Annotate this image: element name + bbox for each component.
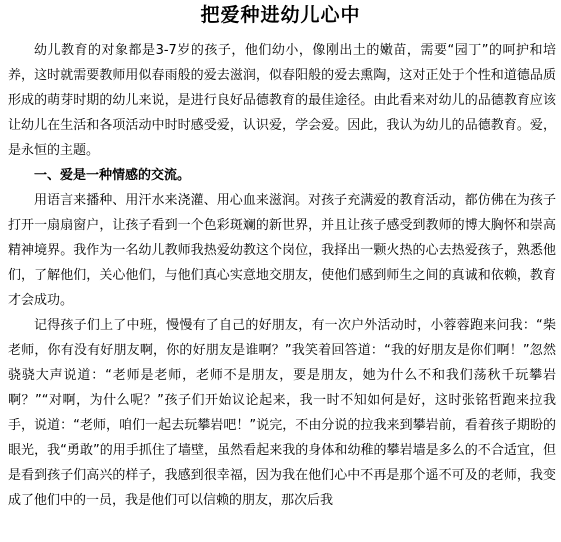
paragraph-love-communication: 用语言来播种、用汗水来浇灌、用心血来滋润。对孩子充满爱的教育活动，都仿佛在为孩子打开一扇扇窗户，让孩子看到一个色彩斑斓的新世界，并且让孩子感受到教师的博大胸怀和崇高精神境界。我作为一名幼儿教师我热爱幼教这个岗位，我择出一颗火热的心去热爱孩子，熟悉他们，了解他们，关心他们，与他们真心实意地交朋友，使他们感到师生之间的真诚和依赖，教育才会成功。 [8,193,556,308]
paragraph-intro: 幼儿教育的对象都是3-7岁的孩子，他们幼小，像刚出土的嫩苗，需要“园丁”的呵护和培养，这时就需要教师用似春雨般的爱去滋润，似春阳般的爱去熏陶，这对正处于个性和道德品质形成的萌芽时期的幼儿来说，是进行良好品德教育的最佳途径。由此看来对幼儿的品德教育应该让幼儿在生活和各项活动中时时感受爱，认识爱，学会爱。因此，我认为幼儿的品德教育。爱，是永恒的主题。 [8,43,556,158]
document-body [8,38,556,513]
document-title: 把爱种进幼儿心中 [200,4,361,26]
section-heading: 一、爱是一种情感的交流。 [34,168,191,183]
paragraph-anecdote: 记得孩子们上了中班，慢慢有了自己的好朋友，有一次户外活动时，小蓉蓉跑来问我：“柴老师，你有没有好朋友啊，你的好朋友是谁啊？”我笑着回答道：“我的好朋友是你们啊！”忽然骁骁大声说道：“老师是老师，老师不是朋友，要是朋友，她为什么不和我们荡秋千玩攀岩啊？”“对啊，为什么呢？”孩子们开始议论起来，我一时不知如何是好，这时张铭哲跑来拉我手，说道：“老师，咱们一起去玩攀岩吧！”说完，不由分说的拉我来到攀岩前，看着孩子期盼的眼光，我“勇敢”的用手抓住了墙壁，虽然看起来我的身体和幼稚的攀岩墙是多么的不合适宜，但是看到孩子们高兴的样子，我感到很幸福，因为我在他们心中不再是那个遥不可及的老师，我变成了他们中的一员，我是他们可以信赖的朋友，那次后我 [8,318,556,508]
